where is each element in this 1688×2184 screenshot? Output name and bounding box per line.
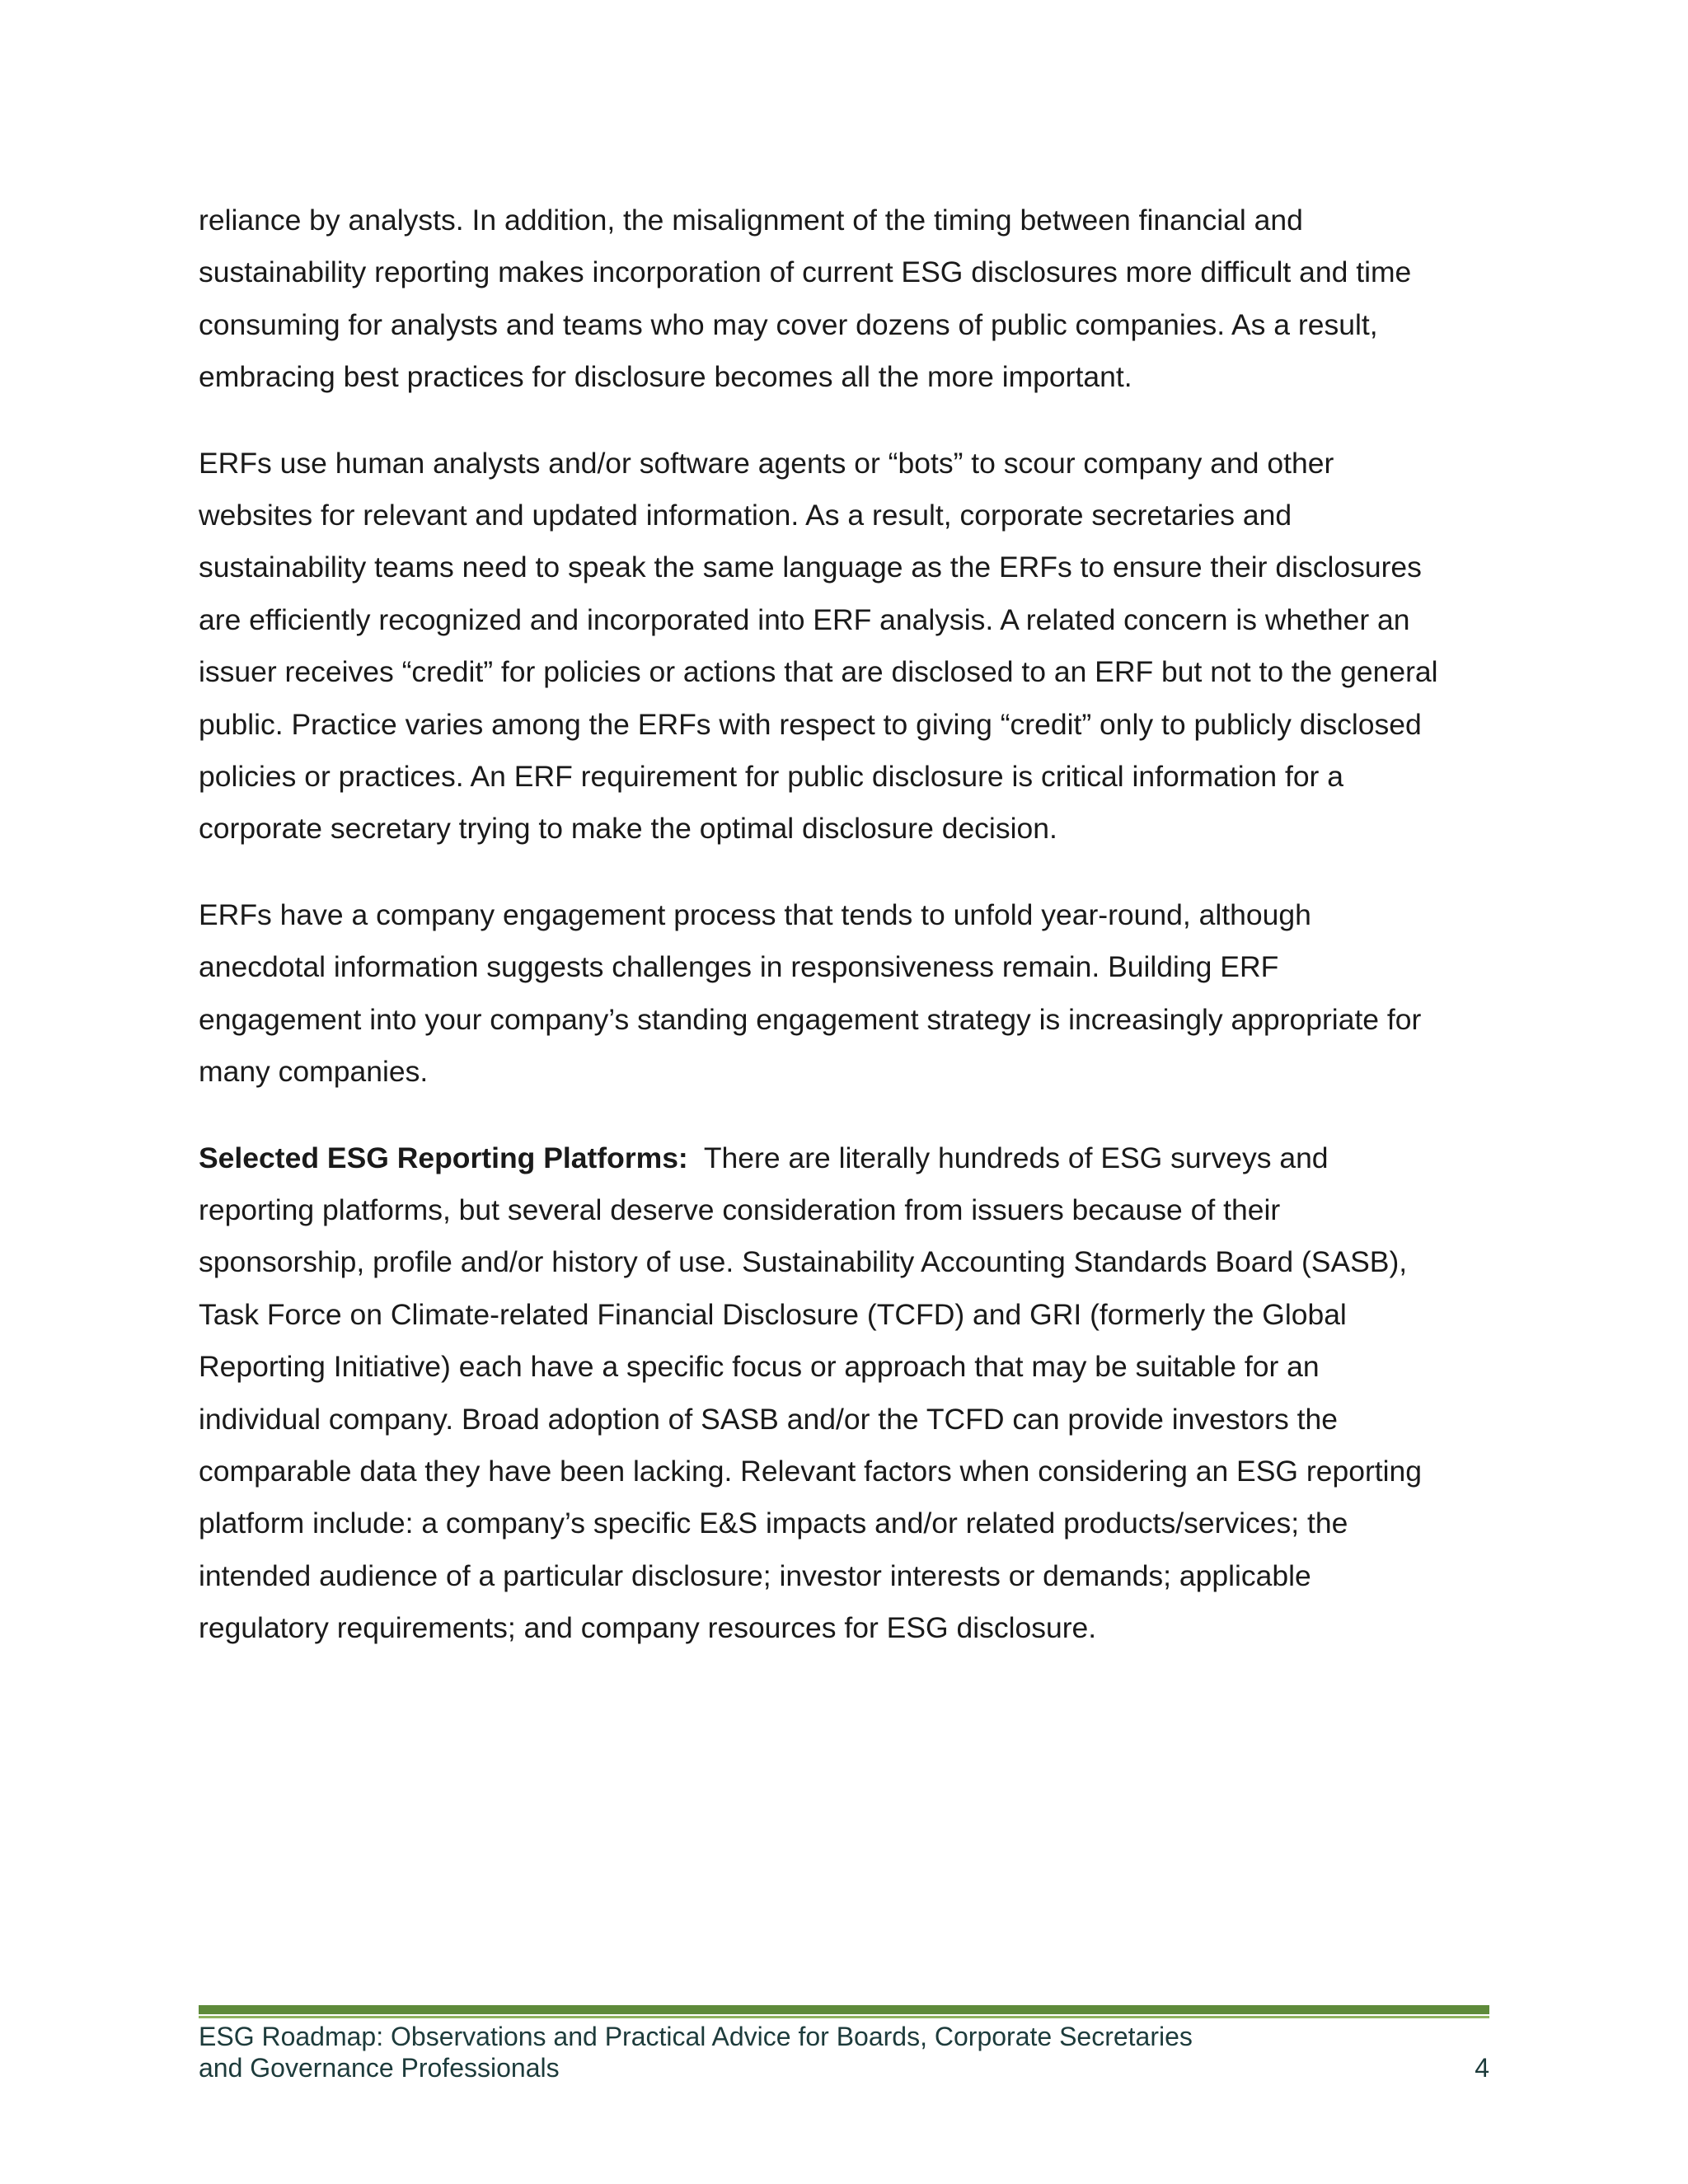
text-line: corporate secretary trying to make the optimal disclosure decision. (199, 812, 1057, 846)
text-line: sustainability teams need to speak the same language as the ERFs to ensure their disclosures (199, 551, 1422, 584)
page-number: 4 (1475, 2053, 1489, 2083)
paragraph-erf-engagement (199, 889, 1493, 1099)
text-line: websites for relevant and updated information. As a result, corporate secretaries and (199, 499, 1292, 532)
text-line: issuer receives “credit” for policies or actions that are disclosed to an ERF but not to the general (199, 655, 1438, 689)
text-line: ERFs use human analysts and/or software agents or “bots” to scour company and other (199, 446, 1334, 480)
text-line (199, 1132, 1493, 1184)
text-line: public. Practice varies among the ERFs with respect to giving “credit” only to publicly disclosed (199, 707, 1422, 741)
footer-title-line-1: ESG Roadmap: Observations and Practical Advice for Boards, Corporate Secretaries (199, 2022, 1193, 2051)
text-line: engagement into your company’s standing engagement strategy is increasingly appropriate for (199, 1002, 1422, 1036)
paragraph-reporting-platforms (199, 1132, 1493, 1655)
section-heading: Selected ESG Reporting Platforms: (199, 1141, 688, 1174)
footer-divider-thick (199, 2005, 1489, 2014)
text-line: ERFs have a company engagement process that tends to unfold year-round, although (199, 898, 1311, 931)
text-line: many companies. (199, 1055, 429, 1089)
text-line: reliance by analysts. In addition, the misalignment of the timing between financial and (199, 204, 1303, 237)
text-line: embracing best practices for disclosure becomes all the more important. (199, 360, 1132, 394)
text-line: sponsorship, profile and/or history of use. Sustainability Accounting Standards Board (SASB), (199, 1245, 1408, 1279)
text-line: reporting platforms, but several deserve consideration from issuers because of their (199, 1193, 1281, 1226)
text-line: policies or practices. An ERF requirement for public disclosure is critical information for a (199, 760, 1343, 794)
text-line: comparable data they have been lacking. Relevant factors when considering an ESG reporting (199, 1454, 1422, 1488)
footer-divider (199, 2005, 1489, 2020)
text-line: sustainability reporting makes incorporation of current ESG disclosures more difficult and time (199, 255, 1412, 289)
footer-divider-thin (199, 2016, 1489, 2018)
heading-continuation: There are literally hundreds of ESG surveys and (687, 1141, 1329, 1174)
text-line: consuming for analysts and teams who may cover dozens of public companies. As a result, (199, 307, 1378, 341)
text-line: platform include: a company’s specific E&S impacts and/or related products/services; the (199, 1507, 1348, 1540)
text-line: anecdotal information suggests challenges in responsiveness remain. Building ERF (199, 950, 1279, 984)
footer-title-line-2: and Governance Professionals (199, 2053, 560, 2083)
text-line: Task Force on Climate-related Financial Disclosure (TCFD) and GRI (formerly the Global (199, 1297, 1347, 1331)
footer-title (199, 2021, 1193, 2083)
text-line: Reporting Initiative) each have a specific focus or approach that may be suitable for an (199, 1350, 1320, 1384)
text-line: individual company. Broad adoption of SASB and/or the TCFD can provide investors the (199, 1402, 1338, 1436)
paragraph-reliance (199, 194, 1493, 404)
text-line: regulatory requirements; and company resources for ESG disclosure. (199, 1611, 1097, 1645)
body-text (199, 194, 1493, 1689)
text-line: intended audience of a particular disclosure; investor interests or demands; applicable (199, 1558, 1311, 1592)
text-line: are efficiently recognized and incorporated into ERF analysis. A related concern is whether an (199, 602, 1410, 636)
paragraph-erf-bots (199, 438, 1493, 855)
